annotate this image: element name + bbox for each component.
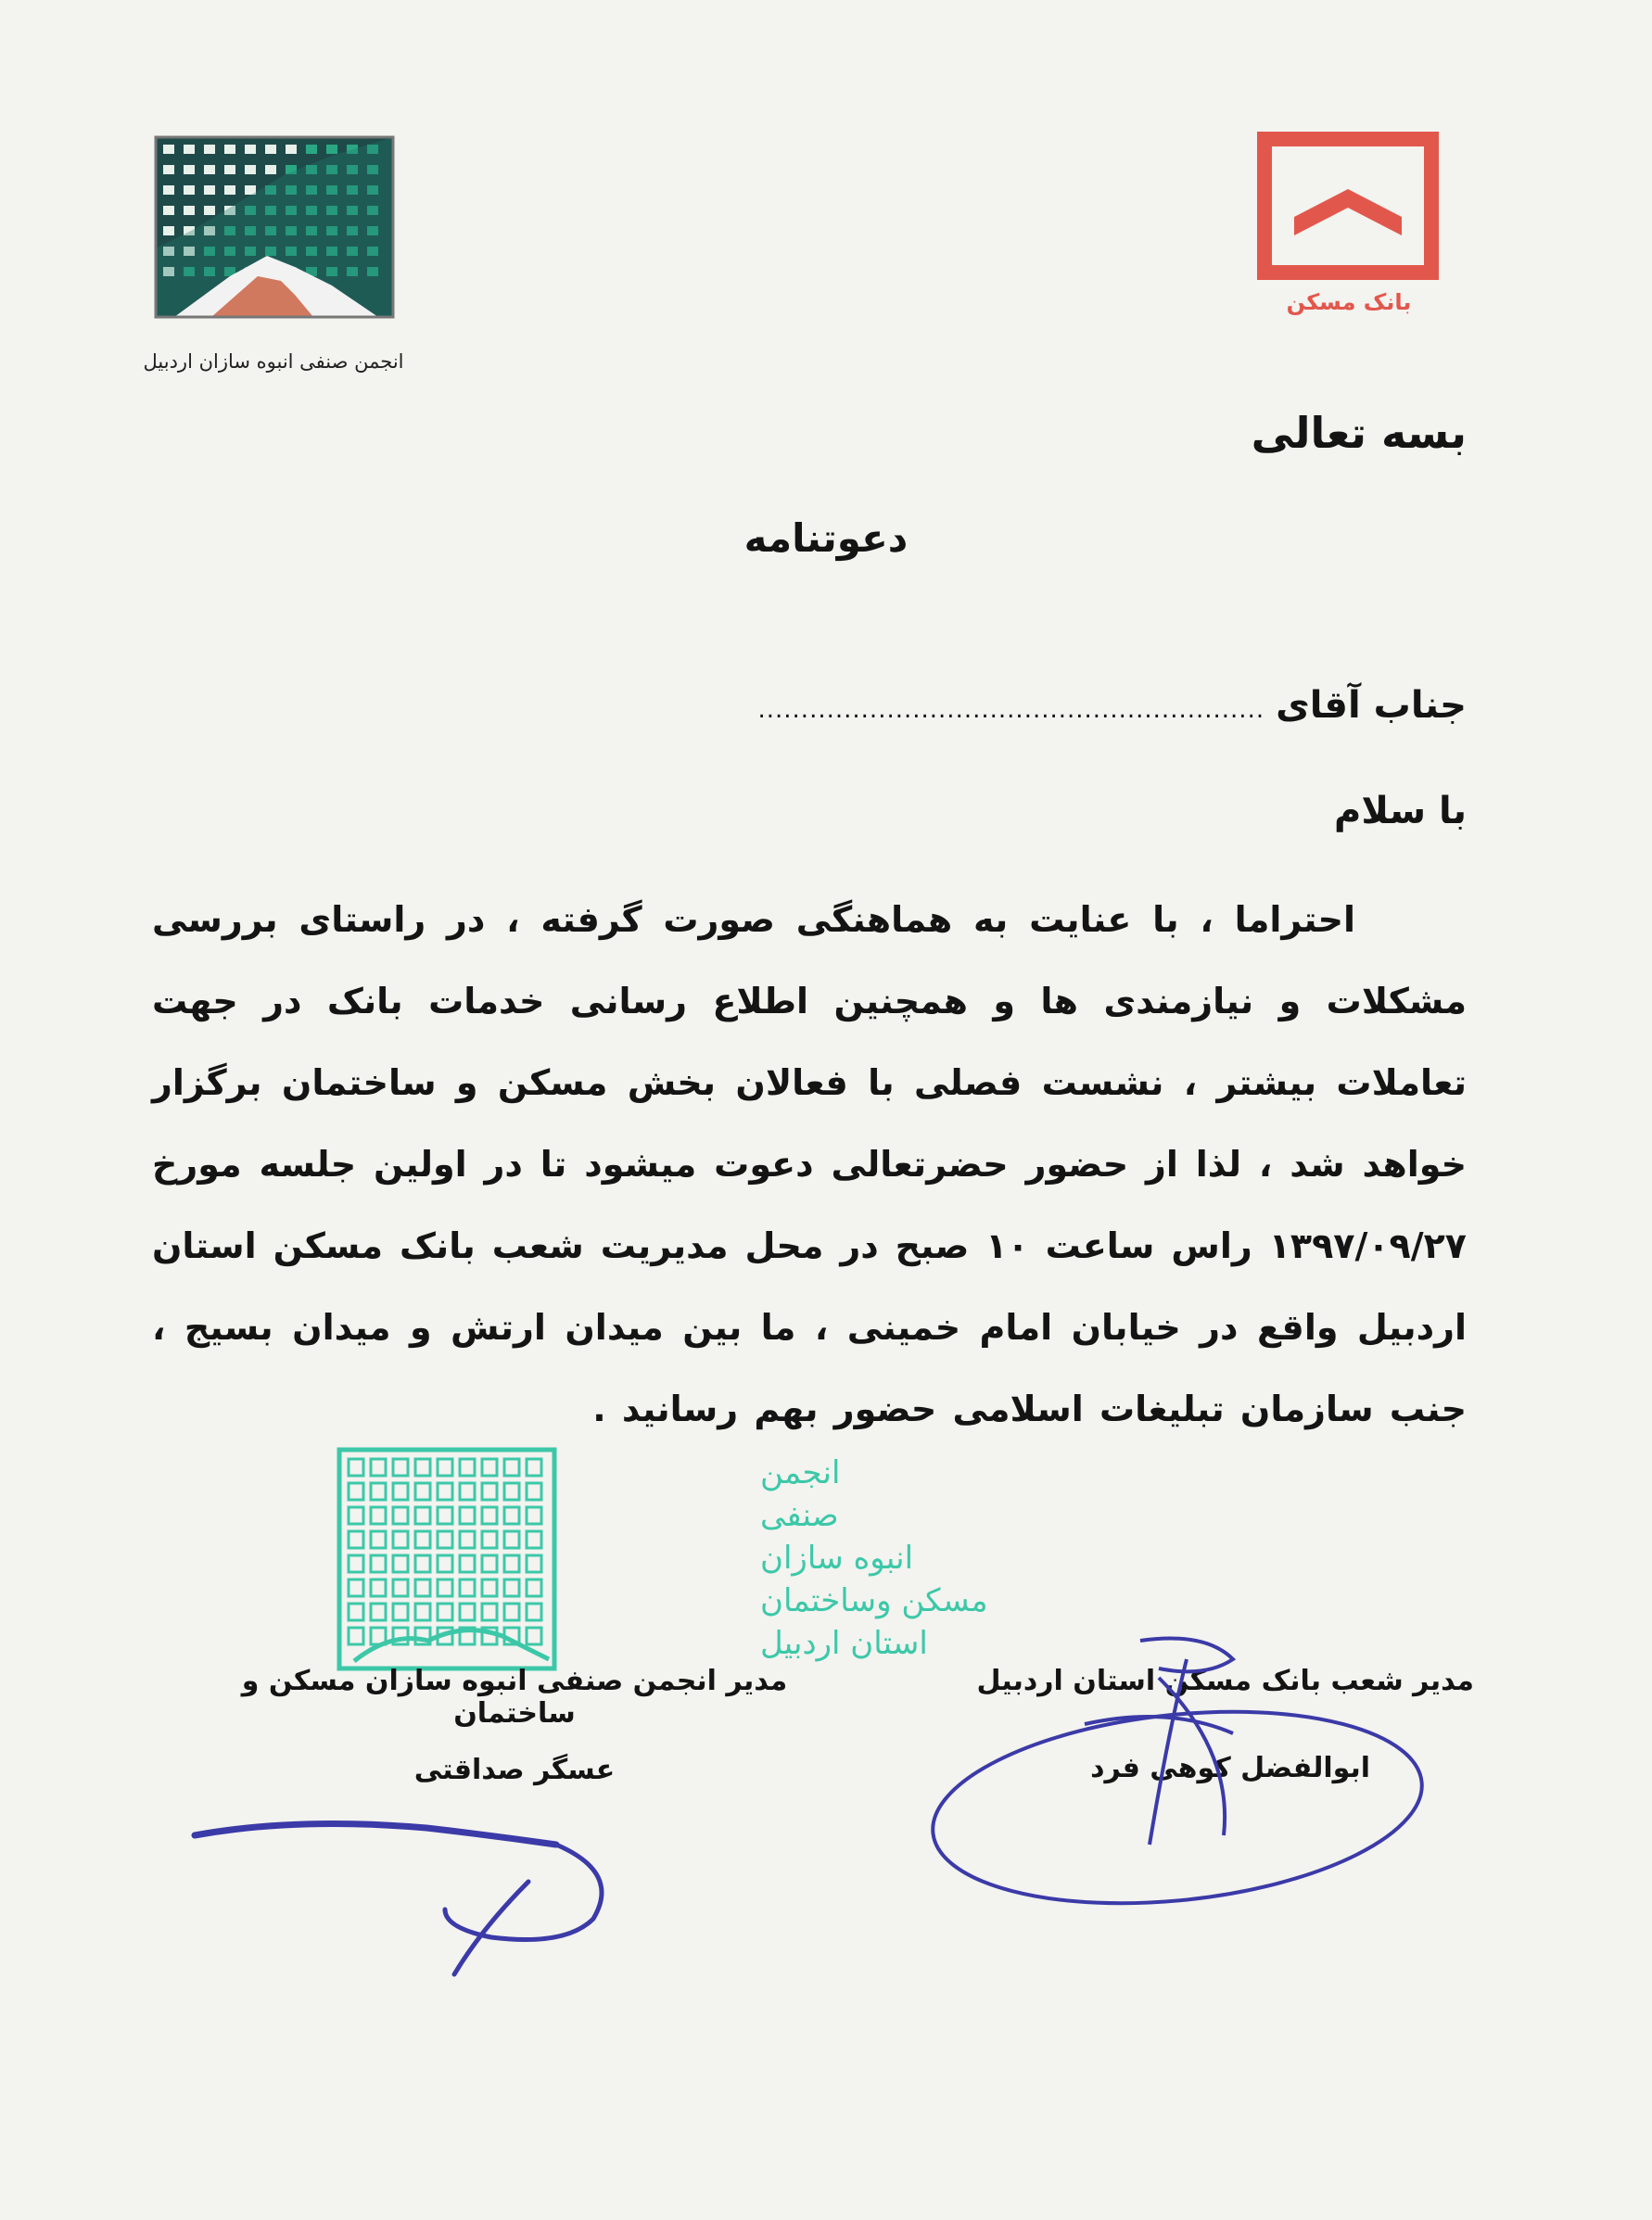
bank-maskan-logo-caption: بانک مسکن (1286, 289, 1412, 315)
right-handwritten-signature (927, 1622, 1446, 1919)
addressee-blank: ........................................................... (757, 696, 1265, 724)
letter-body (152, 879, 1467, 1450)
stamp-text-line: انبوه سازان (760, 1540, 914, 1577)
right-signatory-name: ابوالفضل کوهی فرد (1090, 1752, 1370, 1784)
association-logo-caption: انجمن صنفی انبوه سازان اردبیل (143, 350, 404, 373)
right-signatory-title: مدیر شعب بانک مسکن استان اردبیل (976, 1665, 1474, 1697)
bank-maskan-logo (1257, 132, 1439, 280)
association-logo (156, 137, 393, 317)
addressee-line (757, 684, 1467, 727)
greeting: با سلام (1334, 790, 1467, 832)
document-title: دعوتنامه (743, 515, 909, 561)
invocation-heading: بسه تعالی (1251, 408, 1467, 458)
left-signatory-title: مدیر انجمن صنفی انبوه سازان مسکن و ساختمان (241, 1665, 788, 1730)
left-handwritten-signature (185, 1808, 630, 1993)
left-signatory-name: عسگر صداقتی (413, 1754, 616, 1786)
stamp-text-line: انجمن (760, 1454, 841, 1491)
association-stamp (336, 1446, 988, 1672)
stamp-text-line: مسکن وساختمان (760, 1582, 988, 1619)
letter-body-text: احتراما ، با عنایت به هماهنگی صورت گرفته ، در راستای بررسی مشکلات و نیازمندی ها و همچنین اطلاع رسانی خدمات بانک در جهت تعاملات بیشتر ، نشست فصلی با فعالان بخش مسکن و ساختمان برگزار خواهد شد ، لذا از حضور حضرتعالی دعوت میشود تا در اولین جلسه مورخ ۱۳۹۷/۰۹/۲۷ راس ساعت ۱۰ صبح در محل مدیریت شعب بانک مسکن استان اردبیل واقع در خیابان امام خمینی ، ما بین میدان ارتش و میدان بسیج ، جنب سازمان تبلیغات اسلامی حضور بهم رسانید . (152, 899, 1467, 1429)
stamp-text-line: صنفی (760, 1497, 839, 1534)
stamp-text-line: استان اردبیل (760, 1625, 928, 1662)
addressee-label: جناب آقای (1276, 684, 1467, 727)
